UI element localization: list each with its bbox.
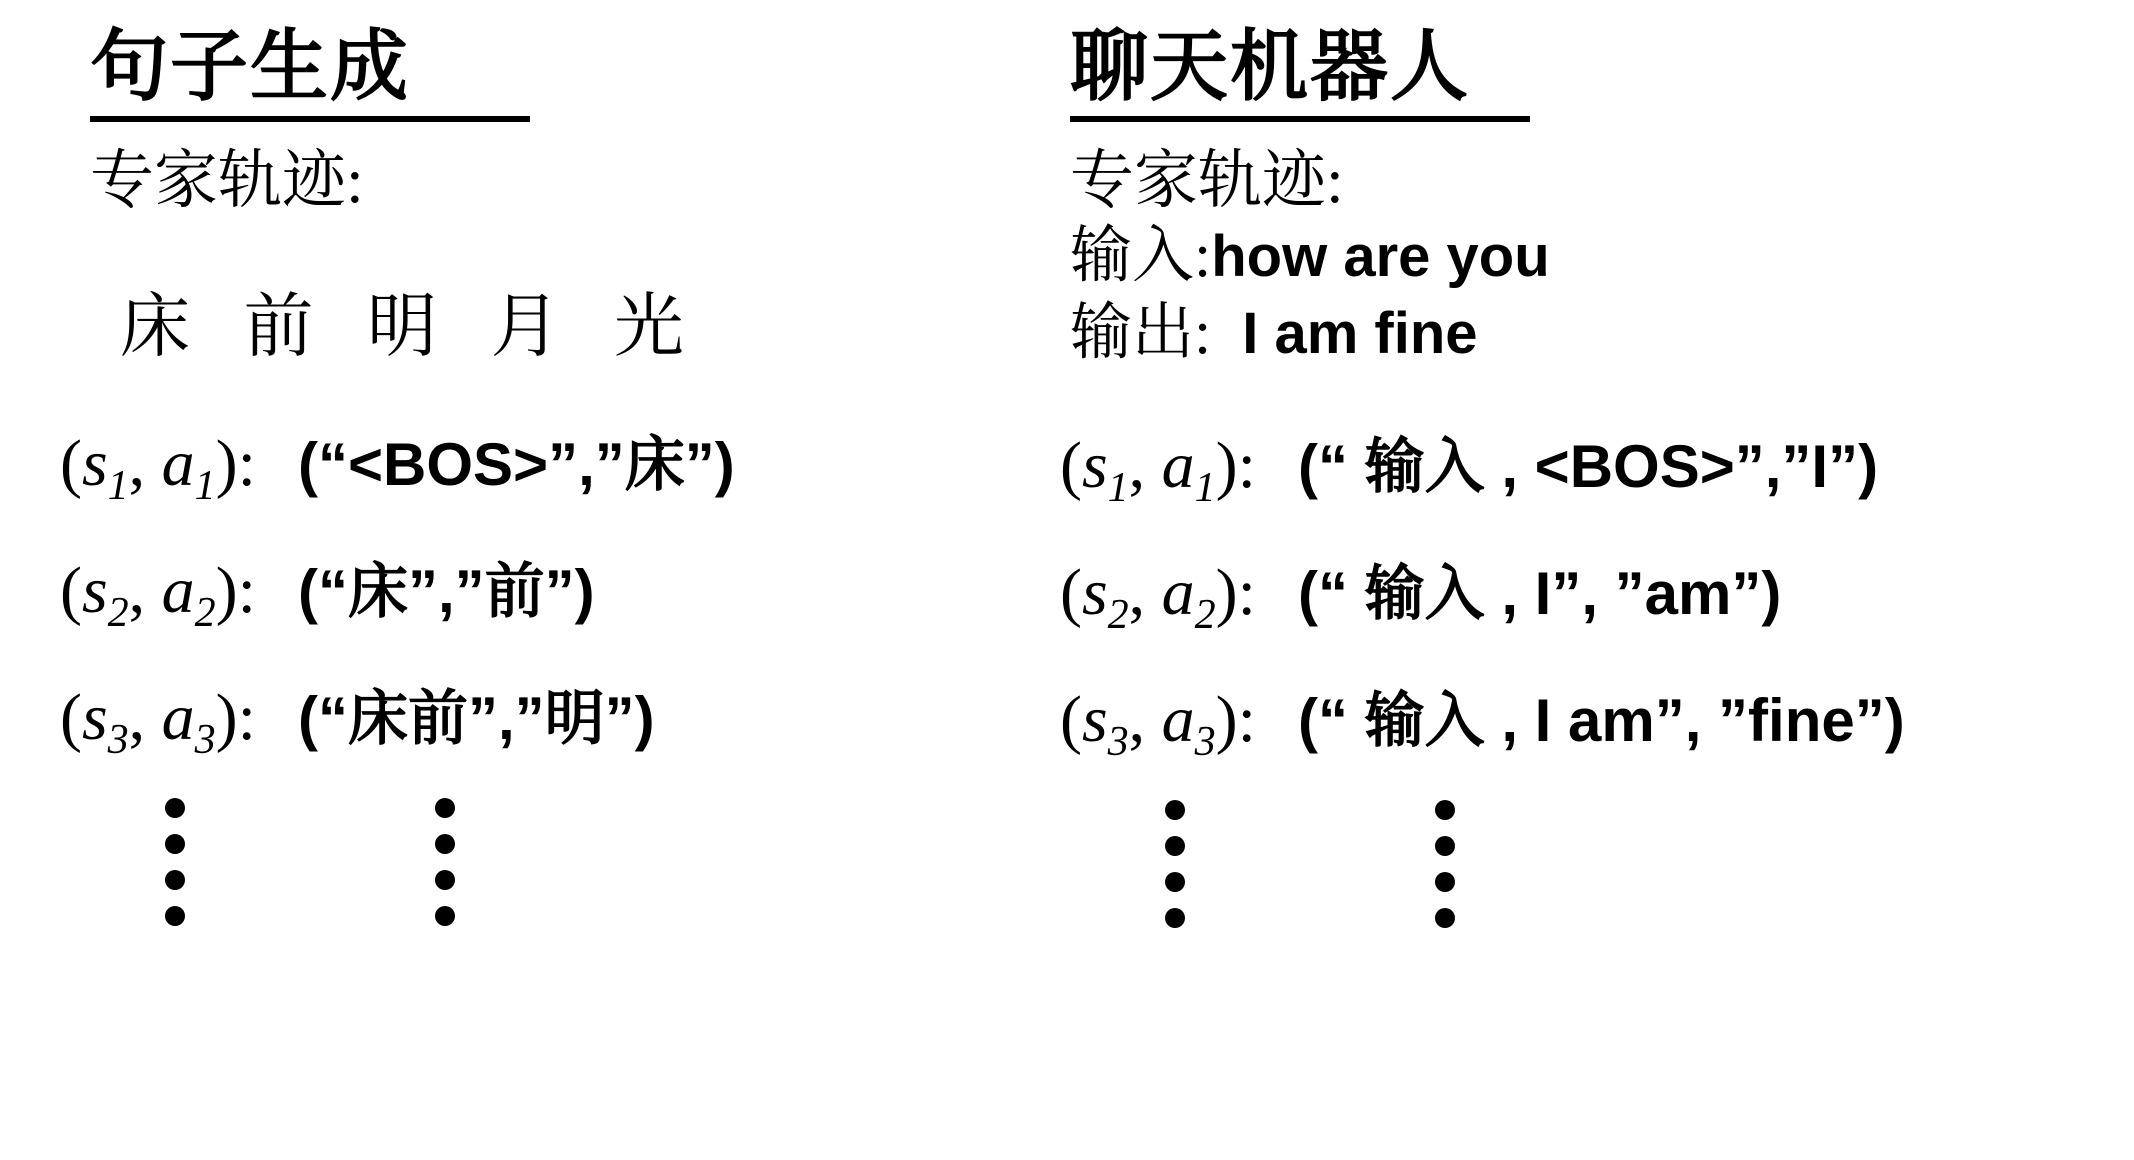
pair-value: (“ 输入 , I”, ”am”) (1298, 559, 1782, 627)
pair-key: ($s_2$, $a_2$): (1060, 555, 1256, 638)
pair-value: (“床前”,”明”) (298, 684, 655, 752)
pair-index-s: 2 (107, 589, 129, 636)
pair-value: (“ 输入 , I am”, ”fine”) (1298, 686, 1905, 754)
pair-key: ($s_1$, $a_1$): (1060, 428, 1256, 511)
pair-index-a: 3 (194, 717, 216, 764)
pair-index-a: 2 (1194, 591, 1216, 638)
state-action-pairs-left (60, 417, 1020, 929)
ellipsis-row-left (60, 798, 1020, 928)
state-action-pair-row (60, 671, 1020, 764)
pair-key: ($s_2$, $a_2$): (60, 553, 256, 636)
pair-index-s: 1 (1107, 464, 1129, 511)
ellipsis-row-right (1060, 800, 2100, 930)
state-action-pair-row (60, 417, 1020, 510)
pair-index-s: 2 (1107, 591, 1129, 638)
pair-index-a: 1 (1194, 464, 1216, 511)
column-sentence-generation (60, 0, 1020, 928)
pair-key: ($s_3$, $a_3$): (1060, 682, 1256, 766)
input-value: how are you (1211, 223, 1550, 289)
pair-value: (“床”,”前”) (298, 557, 595, 625)
column-title-right: 聊天机器人 (1070, 0, 1530, 122)
vertical-ellipsis-icon (1165, 800, 1185, 928)
output-label: 输出: (1070, 299, 1212, 368)
vertical-ellipsis-icon (435, 798, 455, 926)
expert-trajectory-label-right: 专家轨迹: (1070, 145, 1344, 216)
state-action-pairs-right (1060, 419, 2100, 931)
column-title-left: 句子生成 (90, 0, 530, 122)
output-line (1070, 295, 2100, 373)
sample-sentence-left: 床 前 明 月 光 (120, 288, 702, 366)
expert-trajectory-label-left: 专家轨迹: (90, 145, 364, 216)
pair-key: ($s_1$, $a_1$): (60, 426, 256, 509)
vertical-ellipsis-icon (1435, 800, 1455, 928)
pair-key: ($s_3$, $a_3$): (60, 680, 256, 764)
pair-index-s: 3 (1107, 719, 1129, 766)
vertical-ellipsis-icon (165, 798, 185, 926)
pair-index-s: 1 (107, 462, 129, 509)
input-label: 输入: (1070, 221, 1212, 290)
pair-value: (“<BOS>”,”床”) (298, 430, 735, 498)
pair-index-a: 1 (194, 462, 216, 509)
state-action-pair-row (60, 544, 1020, 637)
pair-index-s: 3 (107, 717, 129, 764)
pair-index-a: 2 (194, 589, 216, 636)
state-action-pair-row (1060, 546, 2100, 639)
state-action-pair-row (1060, 419, 2100, 512)
input-line (1070, 218, 2100, 296)
pair-value: (“ 输入 , <BOS>”,”I”) (1298, 432, 1879, 500)
column-chatbot (1060, 0, 2100, 930)
output-value: I am fine (1242, 301, 1478, 367)
pair-index-a: 3 (1194, 719, 1216, 766)
state-action-pair-row (1060, 673, 2100, 766)
